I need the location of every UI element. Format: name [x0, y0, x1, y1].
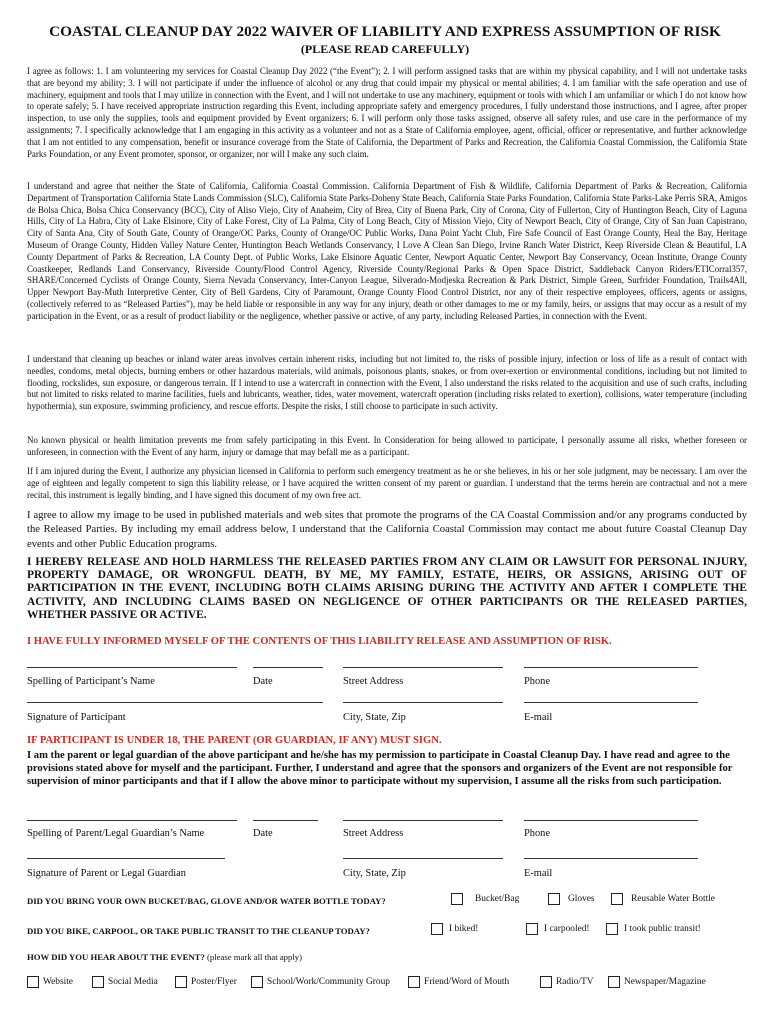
guardian-date-line[interactable]: [253, 820, 318, 821]
option-poster-flyer-label: Poster/Flyer: [191, 977, 237, 987]
checkbox-friend-word[interactable]: [408, 976, 420, 988]
guardian-date-label: Date: [253, 828, 273, 839]
option-water-bottle-label: Reusable Water Bottle: [631, 894, 715, 904]
checkbox-social-media[interactable]: [92, 976, 104, 988]
participant-phone-label: Phone: [524, 676, 550, 687]
checkbox-biked[interactable]: [431, 923, 443, 935]
guardian-address-label: Street Address: [343, 828, 404, 839]
checkbox-radio-tv[interactable]: [540, 976, 552, 988]
participant-email-line[interactable]: [524, 702, 698, 703]
participant-address-label: Street Address: [343, 676, 404, 687]
option-friend-word[interactable]: [408, 976, 509, 988]
guardian-city-label: City, State, Zip: [343, 868, 406, 879]
participant-date-line[interactable]: [253, 667, 323, 668]
option-public-transit[interactable]: [606, 923, 701, 935]
checkbox-newspaper[interactable]: [608, 976, 620, 988]
checkbox-gloves[interactable]: [548, 893, 560, 905]
question-heard-about-text: HOW DID YOU HEAR ABOUT THE EVENT?: [27, 952, 205, 962]
paragraph-released-parties: I understand and agree that neither the State of California, California Coastal Commission. California Department of Fish & Wildlife, California Department of Parks & Recreation, California Department of Transportation California State Lands Commission (SLC), California State Parks-Doheny State Beach, California State Parks Foundation, California State Parks-Lake Perris SRA, Amigos de Bolsa Chica, Bolsa Chica Conservancy (BCC), City of Aliso Viejo, City of Anaheim, City of Brea, City of Buena Park, City of Corona, City of Fullerton, City of Huntington Beach, City of Laguna Hills, City of La Habra, City of Lake Elsinore, City of Lake Forest, City of La Palma, City of Long Beach, City of Mission Viejo, City of Newport Beach, City of Orange, City of San Juan Capistrano, City of Santa Ana, City of South Gate, County of Orange/OC Parks, County of Orange/OC Public Works, Dana Point Yacht Club, Fire Safe Council of East Orange County, Heal the Bay, Heritage Museum of Orange County, Hidden Valley Nature Center, Huntington Beach Wetlands Conservancy, I Love A Clean San Diego, Irvine Ranch Water District, Keep Riverside Clean & Beautiful, LA County Department of Parks & Recreation, LA County Dept. of Public Works, Lake Elsinore Aquatic Center, Newport Aquatic Center, Newport Bay Conservancy, Ocean Institute, Orange County Coastkeeper, Redlands Land Conservancy, Riverside County/Flood Control Agency, Riverside County/Regional Parks & Open Space District, Saddleback Canyon Riders/ETICorral357, SHARE/Concerned Cyclists of Orange County, Sierra Nevada Conservancy, Inter-Canyon League, Silverado-Modjeska Recreation & Park District, Simple Green, Surfrider Foundation, Trails4All, Upper Newport Bay-Muth Interpretive Center, City of Bell Gardens, City of Paramount, Orange County Flood Control District, nor any of their respective employees, officers, agents or assigns, (collectively referred to as “Released Parties”), may be held liable or responsible in any way for any injury, death or other damages to me or my family, heirs, or assigns that may occur as a result of my participation in the Event, or as a result of product liability or the negligence, whether passive or active, of any party, including Released Parties, in connection with the Event.: [27, 181, 747, 321]
paragraph-image-consent: I agree to allow my image to be used in published materials and web sites that promote the programs of the CA Coastal Commission and/or any programs conducted by the Released Parties. By including my email address below, I understand that the California Coastal Commission may contact me about future Coastal Cleanup Day events and other Public Education programs.: [27, 510, 747, 550]
participant-address-line[interactable]: [343, 667, 503, 668]
option-website-label: Website: [43, 977, 73, 987]
checkbox-poster-flyer[interactable]: [175, 976, 187, 988]
option-social-media-label: Social Media: [108, 977, 158, 987]
option-bucket-bag-label: Bucket/Bag: [475, 894, 520, 904]
option-water-bottle[interactable]: [611, 893, 715, 905]
option-newspaper-label: Newspaper/Magazine: [624, 977, 706, 987]
guardian-address-line[interactable]: [343, 820, 503, 821]
paragraph-medical: If I am injured during the Event, I authorize any physician licensed in California to perform such emergency treatment as he or she believes, in his or her sole judgment, may be necessary. I am over the age of eighteen and legally competent to sign this liability release, or I have acquired the written consent of my parent or guardian. I understand that the terms herein are contractual and not a mere recital, this instrument is legally binding, and I have signed this document of my own free act.: [27, 466, 747, 500]
checkbox-school-work[interactable]: [251, 976, 263, 988]
option-poster-flyer[interactable]: [175, 976, 237, 988]
guardian-phone-line[interactable]: [524, 820, 698, 821]
checkbox-bucket-bag[interactable]: [451, 893, 463, 905]
option-carpooled[interactable]: [526, 923, 590, 935]
option-school-work[interactable]: [251, 976, 390, 988]
guardian-phone-label: Phone: [524, 828, 550, 839]
option-carpooled-label: I carpooled!: [544, 924, 590, 934]
option-biked[interactable]: [431, 923, 478, 935]
release-statement: I HEREBY RELEASE AND HOLD HARMLESS THE RELEASED PARTIES FROM ANY CLAIM OR LAWSUIT FOR PERSONAL INJURY, PROPERTY DAMAGE, OR WRONGFUL DEATH, BY ME, MY FAMILY, ESTATE, HEIRS, OR ASSIGNS, ARISING OUT OF PARTICIPATION IN THE EVENT, INCLUDING BOTH CLAIMS ARISING DURING THE ACTIVITY AND AFTER I COMPLETE THE ACTIVITY, AND INCLUDING CLAIMS BASED ON NEGLIGENCE OF OTHER PARTICIPANTS OR THE RELEASED PARTIES, WHETHER PASSIVE OR ACTIVE.: [27, 556, 747, 621]
option-bucket-bag[interactable]: [451, 893, 519, 905]
question-bring-own: DID YOU BRING YOUR OWN BUCKET/BAG, GLOVE AND/OR WATER BOTTLE TODAY?: [27, 896, 386, 906]
option-public-transit-label: I took public transit!: [624, 924, 701, 934]
question-heard-about: [27, 952, 302, 962]
participant-name-label: Spelling of Participant’s Name: [27, 676, 155, 687]
minor-statement: IF PARTICIPANT IS UNDER 18, THE PARENT (OR GUARDIAN, IF ANY) MUST SIGN.: [27, 735, 442, 746]
option-biked-label: I biked!: [449, 924, 479, 934]
checkbox-water-bottle[interactable]: [611, 893, 623, 905]
paragraph-agreement: I agree as follows: 1. I am volunteering my services for Coastal Cleanup Day 2022 (“the Event”); 2. I will perform assigned tasks that are within my physical capability, and I will not undertake tasks that are beyond my ability; 3. I will not participate if under the influence of alcohol or any drug that could impair my physical or mental abilities; 4. I am familiar with the safe operation and use of machinery, equipment and tools that I may utilize in connection with the Event, and I will not undertake to use any machinery, equipment or tools with which I am unfamiliar or which I do not know how to operate safely; 5. I have received appropriate instruction regarding this Event, including appropriate safety and emergency procedures, I fully understand those instructions, and I agree, after proper inspection, to use only the supplies, tools and equipment provided by Event organizers; 6. I will perform only those tasks assigned, observe all safety rules, and use care in the performance of my assignments; 7. I specifically acknowledge that I am engaging in this activity as a volunteer and not as a State of California employee, agent, official, officer or representative, and further acknowledge that I am not entitled to any compensation, benefit or insurance coverage from the State of California, the Department of Parks and Recreation, the California Coastal Commission, the California State Parks Foundation, or any Event promoter, sponsor, or organizer, nor will I make any such claim.: [27, 66, 747, 159]
participant-city-label: City, State, Zip: [343, 712, 406, 723]
option-friend-word-label: Friend/Word of Mouth: [424, 977, 510, 987]
checkbox-website[interactable]: [27, 976, 39, 988]
participant-email-label: E-mail: [524, 712, 553, 723]
participant-name-line[interactable]: [27, 667, 237, 668]
paragraph-health: No known physical or health limitation prevents me from safely participating in this Event. In Consideration for being allowed to participate, I personally assume all risks, whether foreseen or unforeseen, in connection with the Event of any harm, injury or damage that may befall me as a participant.: [27, 435, 747, 457]
paragraph-risks: I understand that cleaning up beaches or inland water areas involves certain inherent risks, including but not limited to, the risks of possible injury, infection or loss of life as a result of contact with needles, condoms, metal objects, burning embers or other hazardous materials, wild animals, poisonous plants, snakes, or from over-exertion or environmental conditions, including but not limited to flooding, rockslides, sun exposure, or dangerous terrain. If I intend to use a watercraft in connection with the Event, I also understand the risks related to the acquisition and use of such crafts, including but not limited to risks related to marine facilities, fuels and lubricants, weather, tides, water movement, watercraft operation (including risks related to exertion), collisions, water temperature (including hypothermia), sun exposure, swimming proficiency, and rescue efforts. Despite the risks, I still choose to participate in such activity.: [27, 354, 747, 412]
guardian-city-line[interactable]: [343, 858, 503, 859]
checkbox-carpooled[interactable]: [526, 923, 538, 935]
guardian-permission-text: I am the parent or legal guardian of the above participant and he/she has my permission to participate in Coastal Cleanup Day. I have read and agree to the provisions stated above for myself and the participant. Further, I understand and agree that the sponsors and organizers of the Event are not responsible for supervision of minor participants and that if I allow the above minor to participate without my supervision, I assume all the risks from such participation.: [27, 750, 733, 788]
option-social-media[interactable]: [92, 976, 158, 988]
question-transport: DID YOU BIKE, CARPOOL, OR TAKE PUBLIC TRANSIT TO THE CLEANUP TODAY?: [27, 926, 370, 936]
checkbox-public-transit[interactable]: [606, 923, 618, 935]
participant-signature-label: Signature of Participant: [27, 712, 126, 723]
guardian-email-label: E-mail: [524, 868, 553, 879]
option-website[interactable]: [27, 976, 73, 988]
guardian-email-line[interactable]: [524, 858, 698, 859]
option-newspaper[interactable]: [608, 976, 706, 988]
document-subtitle: (PLEASE READ CAREFULLY): [300, 42, 470, 56]
guardian-signature-line[interactable]: [27, 858, 225, 859]
participant-phone-line[interactable]: [524, 667, 698, 668]
question-heard-about-note: (please mark all that apply): [206, 952, 303, 962]
participant-city-line[interactable]: [343, 702, 503, 703]
option-gloves[interactable]: [548, 893, 595, 905]
option-school-work-label: School/Work/Community Group: [267, 977, 390, 987]
option-radio-tv[interactable]: [540, 976, 594, 988]
informed-statement: I HAVE FULLY INFORMED MYSELF OF THE CONTENTS OF THIS LIABILITY RELEASE AND ASSUMPTION OF RISK.: [27, 636, 612, 647]
participant-signature-line[interactable]: [27, 702, 323, 703]
document-title: COASTAL CLEANUP DAY 2022 WAIVER OF LIABILITY AND EXPRESS ASSUMPTION OF RISK: [49, 23, 721, 40]
guardian-signature-label: Signature of Parent or Legal Guardian: [27, 868, 186, 879]
participant-date-label: Date: [253, 676, 273, 687]
guardian-name-line[interactable]: [27, 820, 237, 821]
option-radio-tv-label: Radio/TV: [556, 977, 594, 987]
option-gloves-label: Gloves: [568, 894, 595, 904]
guardian-name-label: Spelling of Parent/Legal Guardian’s Name: [27, 828, 205, 839]
